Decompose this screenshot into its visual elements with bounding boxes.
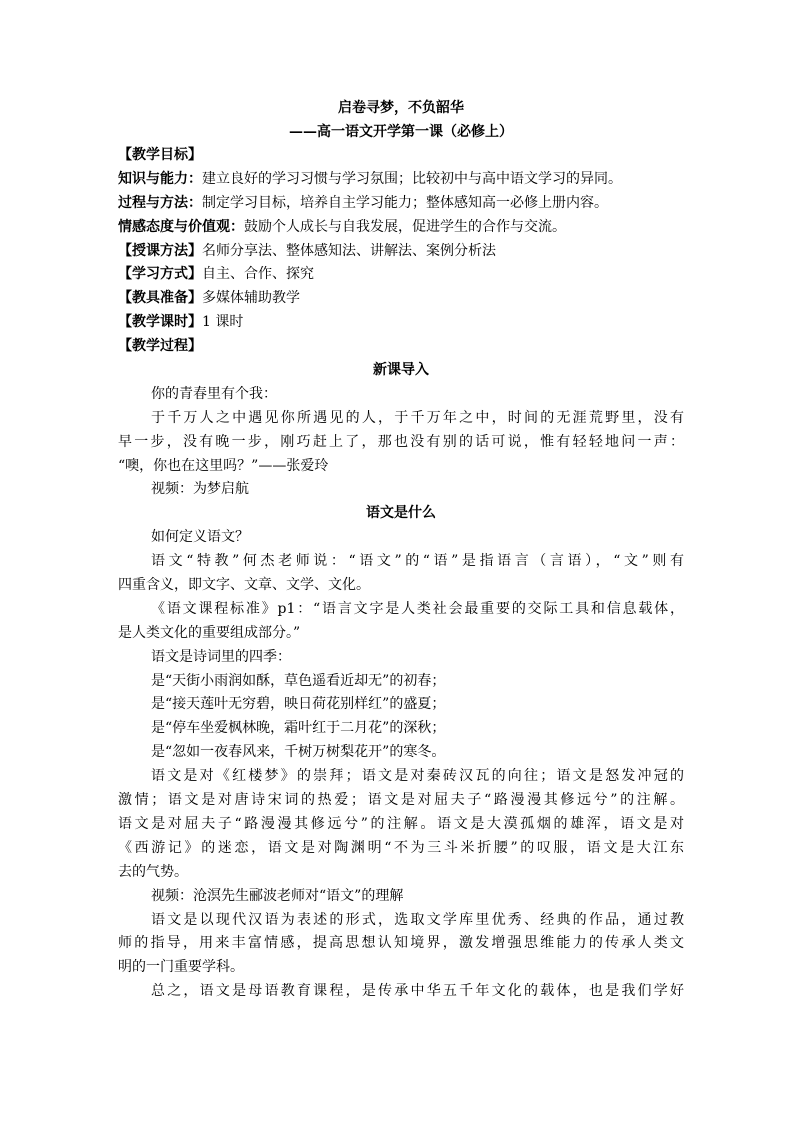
paragraph-line: 早一步，没有晚一步，刚巧赶上了，那也没有别的话可说，惟有轻轻地问一声： [118,433,684,450]
paragraph-line: 是人类文化的重要组成部分。” [118,624,301,641]
goal-knowledge-text: 建立良好的学习习惯与学习氛围；比较初中与高中语文学习的异同。 [202,170,622,187]
teaching-method-label: 【授课方法】 [118,242,202,259]
teaching-method [118,240,684,264]
teaching-hours-label: 【教学课时】 [118,314,202,331]
goal-process-label: 过程与方法： [118,194,202,211]
paragraph: 是“停车坐爱枫林晚，霜叶红于二月花”的深秋； [151,720,446,737]
teaching-tools-label: 【教具准备】 [118,290,202,307]
paragraph-line: 语文“特教”何杰老师说：“语文”的“语”是指语言（言语），“文”则有 [151,553,684,570]
paragraph: 你的青春里有个我： [151,385,277,402]
learning-style [118,263,684,287]
paragraph-line: 去的气势。 [118,863,188,880]
doc-subtitle: ——高一语文开学第一课（必修上） [289,124,513,140]
paragraph-line: 语文是对屈夫子“路漫漫其修远兮”的注解。语文是大漠孤烟的雄浑，语文是对 [118,815,684,832]
learning-style-text: 自主、合作、探究 [202,266,314,283]
goal-emotion-label: 情感态度与价值观： [118,218,244,235]
paragraph: 如何定义语文？ [151,529,249,546]
learning-style-label: 【学习方式】 [118,266,202,283]
goal-knowledge-label: 知识与能力： [118,170,202,187]
paragraph: 视频：沧溟先生郦波老师对“语文”的理解 [151,887,404,904]
paragraph-line: 于千万人之中遇见你所遇见的人，于千万年之中，时间的无涯荒野里，没有 [151,409,684,426]
paragraph-line: 明的一门重要学科。 [118,959,244,976]
paragraph: 是“天街小雨润如酥，草色遥看近却无”的初春； [151,672,446,689]
paragraph-line: 激情；语文是对唐诗宋词的热爱；语文是对屈夫子“路漫漫其修远兮”的注解。 [118,792,684,809]
teaching-hours-text: 1 课时 [202,314,244,331]
teaching-tools [118,287,684,311]
goal-process [118,192,684,216]
process-heading: 【教学过程】 [118,338,202,355]
goals-heading: 【教学目标】 [118,147,202,163]
goal-knowledge [118,168,684,192]
paragraph-line: 《西游记》的迷恋，语文是对陶渊明“不为三斗米折腰”的叹服，语文是大江东 [118,839,684,856]
doc-title: 启卷寻梦，不负韶华 [338,100,464,116]
paragraph-line: 语文是对《红楼梦》的崇拜；语文是对秦砖汉瓦的向往；语文是怒发冲冠的 [151,768,684,785]
teaching-tools-text: 多媒体辅助教学 [202,290,300,307]
paragraph-line: 《语文课程标准》p1：“语言文字是人类社会最重要的交际工具和信息载体， [151,600,684,617]
paragraph: 语文是诗词里的四季： [151,648,291,665]
teaching-hours [118,311,684,335]
paragraph-line: 四重含义，即文字、文章、文学、文化。 [118,577,370,594]
goal-emotion-text: 鼓励个人成长与自我发展，促进学生的合作与交流。 [244,218,566,235]
paragraph: 视频：为梦启航 [151,481,249,498]
section-intro-heading: 新课导入 [373,362,429,379]
document-page [118,96,684,1004]
paragraph-line: 总之，语文是母语教育课程，是传承中华五千年文化的载体，也是我们学好 [151,983,684,1000]
teaching-method-text: 名师分享法、整体感知法、讲解法、案例分析法 [202,242,496,259]
paragraph-line: 语文是以现代汉语为表述的形式，选取文学库里优秀、经典的作品，通过教 [151,911,684,928]
paragraph-line: “噢，你也在这里吗？”——张爱玲 [118,457,329,474]
section-what-heading: 语文是什么 [366,505,436,522]
goal-emotion [118,216,684,240]
paragraph: 是“接天莲叶无穷碧，映日荷花别样红”的盛夏； [151,696,446,713]
paragraph-line: 师的指导，用来丰富情感，提高思想认知境界，激发增强思维能力的传承人类文 [118,935,684,952]
paragraph: 是“忽如一夜春风来，千树万树梨花开”的寒冬。 [151,744,446,761]
goal-process-text: 制定学习目标，培养自主学习能力；整体感知高一必修上册内容。 [202,194,608,211]
